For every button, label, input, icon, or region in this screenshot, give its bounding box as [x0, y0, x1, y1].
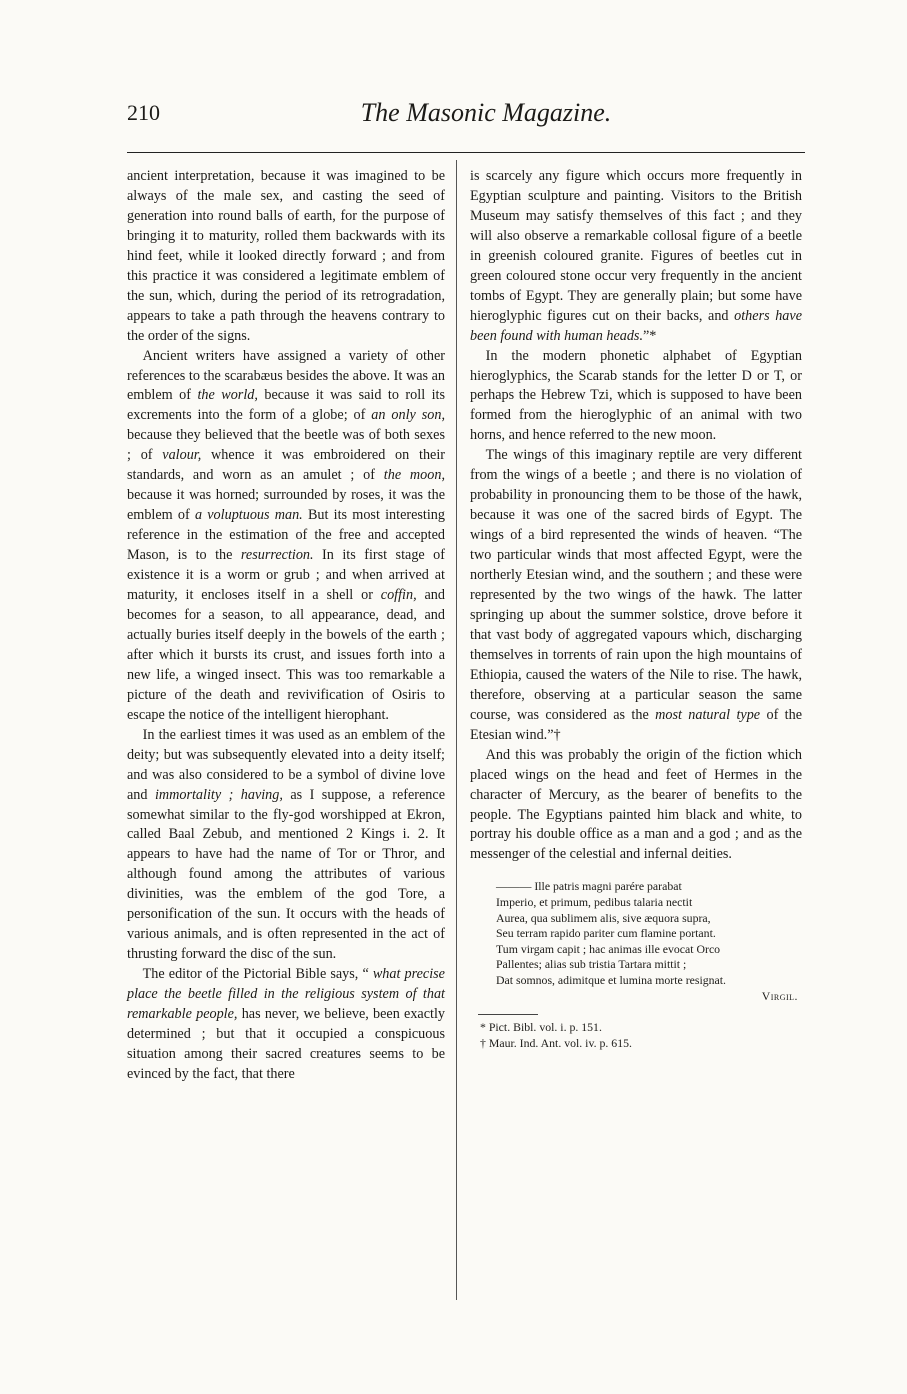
text-run: because it was said to roll its excrements into the form of a globe; of: [127, 387, 445, 424]
text-run: The editor of the Pictorial Bible says, “: [142, 966, 373, 983]
paragraph: ancient interpretation, because it was imagined to be always of the male sex, and casting the seed of generation into round balls of earth, for the purpose of bringing it to maturity, rolled them backwards with its hind feet, while it looked directly forward ; and from this practice it was considered a legitimate emblem of the sun, which, during the period of its retrogradation, appears to take a path through the heavens contrary to the order of the signs.: [127, 168, 445, 344]
verse-attribution: Virgil.: [761, 988, 798, 1003]
verse-line: ——— Ille patris magni parére parabat: [496, 879, 682, 894]
page-number: 210: [127, 100, 160, 125]
italic-text: others have been found with human heads.: [470, 307, 802, 344]
text-run: Ancient writers have assigned a variety of other references to the scarabæus besides the above. It was an emblem of: [127, 347, 445, 404]
footnote: * Pict. Bibl. vol. i. p. 151.: [480, 1020, 602, 1035]
verse-line: Seu terram rapido pariter cum flamine portant.: [496, 926, 716, 941]
text-run: In its first stage of existence it is a worm or grub ; and when arrived at maturity, it encloses itself in a shell or: [127, 547, 446, 604]
italic-text: coffin,: [380, 587, 417, 604]
text-run: ”*: [643, 327, 657, 344]
italic-text: an only son,: [371, 407, 445, 424]
italic-text: the moon,: [383, 467, 445, 484]
verse-line: Tum virgam capit ; hac animas ille evocat Orco: [496, 941, 721, 956]
paragraph: [470, 446, 802, 745]
latin-verse-quote: [496, 879, 802, 1004]
text-run: is scarcely any figure which occurs more frequently in Egyptian sculpture and painting. Visitors to the British Museum may satisfy themselves of this fact ; and they will also observe a remarkable collosal figure of a beetle in greenish coloured granite. Figures of beetles cut in green coloured stone occur very frequently in the ancient tombs of Egypt. They are generally plain; but some have hieroglyphic figures cut on their backs, and: [470, 168, 802, 324]
italic-text: immortality ; having,: [154, 786, 283, 803]
italic-text: the world,: [197, 387, 258, 404]
paragraph: [127, 726, 445, 965]
running-title: The Masonic Magazine.: [360, 98, 612, 127]
paragraph: [127, 347, 445, 726]
text-run: whence it was embroidered on their standards, and worn as an amulet ; of: [127, 447, 445, 484]
paragraph: [127, 965, 445, 1085]
paragraph: [470, 167, 802, 347]
italic-text: resurrection.: [240, 547, 314, 564]
italic-text: valour,: [162, 447, 202, 464]
header-rule: [127, 152, 805, 153]
text-run: In the earliest times it was used as an emblem of the deity; but was subsequently elevated into a deity itself; and was also considered to be a symbol of divine love and: [127, 726, 445, 803]
left-column: [127, 167, 445, 1085]
paragraph: And this was probably the origin of the fiction which placed wings on the head and feet of Hermes in the character of Mercury, as the bearer of benefits to the people. The Egyptians painted him black and white, to portray his double office as a man and a god ; and as the messenger of the celestial and infernal deities.: [470, 746, 802, 863]
text-run: because it was horned; surrounded by roses, it was the emblem of: [127, 487, 445, 524]
verse-line: Aurea, qua sublimem alis, sive æquora supra,: [496, 910, 711, 925]
text-run: and becomes for a season, to all appearance, dead, and actually buries itself deeply in the bowels of the earth ; after which it bursts its crust, and issues forth into a new life, a winged insect. This was too remarkable a picture of the death and revivification of Osiris to escape the notice of the intelligent hierophant.: [127, 587, 445, 723]
text-run: of the Etesian wind.”†: [470, 706, 802, 743]
text-run: because they believed that the beetle was of both sexes ; of: [127, 427, 445, 464]
verse-line: Imperio, et primum, pedibus talaria nectit: [496, 894, 693, 909]
text-run: has never, we believe, been exactly determined ; but that it occupied a conspicuous situation among their sacred creatures seems to be evinced by the fact, that there: [127, 1006, 445, 1082]
italic-text: what precise place the beetle filled in the religious system of that remarkable people,: [127, 966, 445, 1023]
italic-text: a voluptuous man.: [194, 507, 303, 524]
footnote-rule: [478, 1014, 538, 1015]
text-run: The wings of this imaginary reptile are very different from the wings of a beetle ; and there is no violation of probability in pronouncing them to be those of the hawk, because it was one of the sacred birds of Egypt. The wings of a bird represented the winds of heaven. “The two particular winds that most affected Egypt, were the northerly Etesian wind, and the southern ; and these were represented by the two wings of the hawk. The latter springing up about the summer solstice, drove before it that vast body of aggregated vapours which, discharging themselves in torrents of rain upon the high mountains of Ethiopia, caused the waters of the Nile to rise. The hawk, therefore, observing at a particular season the same course, was considered as the: [470, 447, 802, 723]
paragraph: In the modern phonetic alphabet of Egyptian hieroglyphics, the Scarab stands for the letter D or T, or perhaps the Hebrew Tzi, which is supposed to have been formed from the hieroglyphic of an animal with two horns, and hence referred to the new moon.: [470, 347, 802, 444]
text-run: as I suppose, a reference somewhat similar to the fly-god worshipped at Ekron, called Baal Zebub, and mentioned 2 Kings i. 2. It appears to have had the name of Tor or Thror, and although found among the attributes of various divinities, was the emblem of the god Tore, a personification of the sun. It occurs with the heads of various animals, and is often represented in the act of thrusting forward the disc of the sun.: [127, 786, 445, 963]
verse-line: Dat somnos, adimitque et lumina morte resignat.: [496, 972, 726, 987]
running-header: [127, 100, 805, 134]
italic-text: most natural type: [655, 706, 761, 723]
footnote: † Maur. Ind. Ant. vol. iv. p. 615.: [480, 1036, 632, 1051]
text-run: But its most interesting reference in the estimation of the free and accepted Mason, is to the: [127, 507, 445, 564]
column-divider: [456, 160, 457, 1300]
verse-line: Pallentes; alias sub tristia Tartara mittit ;: [496, 957, 687, 972]
right-column: [470, 167, 802, 1051]
